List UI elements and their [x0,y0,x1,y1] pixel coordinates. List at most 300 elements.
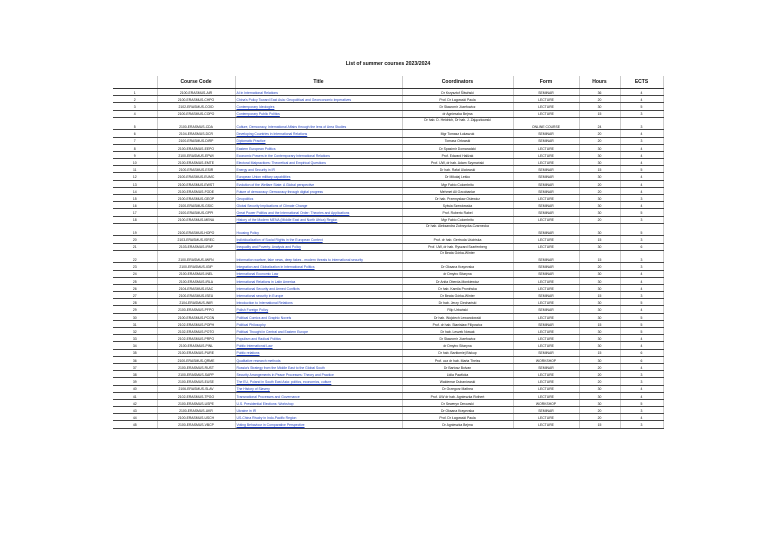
course-ects: 4 [620,335,663,342]
course-form: LECTURE [513,110,579,117]
course-title-link[interactable]: Introduction to International Relations [235,299,402,306]
coordinator: Dr hab. Leszek Nowak [402,328,513,335]
course-code: 2103-ERASMUS-ISREC [157,236,235,243]
course-code: 2100-ERASMUS-DIRP [157,137,235,144]
course-title-link[interactable]: Voting Behaviour in Comparative Perspective [235,421,402,428]
course-code: 2100-ERASMUS-GSIC [157,202,235,209]
table-row [113,117,663,130]
row-number: 1 [113,89,157,96]
row-number: 40 [113,385,157,392]
course-ects: 4 [620,151,663,158]
coordinator: Dr Bartosz Bolvan [402,363,513,370]
coordinator: Dr Agnieszka Bejma [402,421,513,428]
course-form: LECTURE [513,103,579,110]
row-number: 22 [113,250,157,263]
coordinator: Dr Krzysztof Śliwiński [402,89,513,96]
coordinator: Prof. UW, dr hab. Adam Szymański [402,159,513,166]
course-hours: 20 [579,137,620,144]
table-row [113,187,663,194]
course-code: 2100-ERASMUS-CHPO [157,96,235,103]
row-number: 2 [113,96,157,103]
course-code: 2104-ERASMUS-INIR [157,299,235,306]
row-number: 13 [113,180,157,187]
table-row [113,399,663,406]
coordinator: Prof. Roberto Rabel [402,209,513,216]
course-ects: 3 [620,117,663,130]
course-code: 2100-ERASMUS-IGIP [157,263,235,270]
row-number: 3 [113,103,157,110]
coordinator: Tomasz Orłowski [402,137,513,144]
course-title-link[interactable]: Public relations [235,349,402,356]
table-row [113,180,663,187]
course-title-link[interactable]: Housing Policy [235,223,402,236]
course-hours: 30 [579,385,620,392]
table-row [113,96,663,103]
course-ects: 4 [620,130,663,137]
table-row [113,284,663,291]
row-number: 33 [113,335,157,342]
table-row [113,371,663,378]
course-title-link[interactable]: Culture, Democracy, International Affairs through the lens of Area Studies [235,117,402,130]
course-code: 2100-ERASMUS-EUMC [157,173,235,180]
course-ects: 6 [620,356,663,363]
course-code: 2100-ERASMUS-COPO [157,110,235,117]
course-ects: 4 [620,144,663,151]
course-ects: 3 [620,263,663,270]
coordinator: Dr Beata Górka-Winter [402,250,513,263]
course-title-link[interactable]: Developing Countries in International Relations [235,130,402,137]
course-title-link[interactable]: Geopolitics [235,195,402,202]
coordinator: Prof. UW dr hab. Agnieszka Rothert [402,392,513,399]
course-title-link[interactable]: International security in Europe [235,292,402,299]
course-title-link[interactable]: Global Security Implications of Climate Change [235,202,402,209]
course-form: SEMINAR [513,250,579,263]
course-hours: 15 [579,421,620,428]
course-code: 2106-ERASMUS-SLAV [157,385,235,392]
course-form: SEMINAR [513,130,579,137]
course-ects: 3 [620,371,663,378]
course-hours: 20 [579,130,620,137]
course-code: 2102-ERASMUS-COID [157,103,235,110]
course-form: SEMINAR [513,180,579,187]
course-form: LECTURE [513,378,579,385]
row-number: 36 [113,356,157,363]
course-ects: 5 [620,328,663,335]
course-code: 2100-ERASMUS-IWFN [157,250,235,263]
table-header-row [113,76,663,89]
course-title-link[interactable]: International Security and Armed Conflicts [235,284,402,291]
coordinator: Mgr Fabio Colombrito [402,180,513,187]
course-code: 2100-ERASMUS-VBCP [157,421,235,428]
row-number: 32 [113,328,157,335]
course-title-link[interactable]: Russia's Strategy from the Middle East to the Global South [235,363,402,370]
row-number: 39 [113,378,157,385]
course-ects: 4 [620,306,663,313]
coordinator: Dr Sławomir Józefowicz [402,335,513,342]
table-row [113,236,663,243]
table-row [113,166,663,173]
course-hours: 30 [579,103,620,110]
course-title-link[interactable]: Political Comics and Graphic Novels [235,313,402,320]
course-hours: 30 [579,159,620,166]
course-ects: 4 [620,284,663,291]
course-hours: 15 [579,250,620,263]
row-number: 9 [113,151,157,158]
coordinator: Prof. ucz dr hab. Marta Theiss [402,356,513,363]
courses-table [113,76,664,429]
course-title-link[interactable]: European Union military capabilities [235,173,402,180]
row-number: 42 [113,399,157,406]
table-row [113,356,663,363]
course-form: LECTURE [513,195,579,202]
coordinator: dr Agnieszka Bejma [402,110,513,117]
row-number: 5 [113,117,157,130]
row-number: 28 [113,299,157,306]
table-row [113,378,663,385]
page-title: List of summer courses 2023/2024 [345,61,431,67]
table-row [113,270,663,277]
coordinator: Mgr Tomasz Łukaszuk [402,130,513,137]
table-row [113,306,663,313]
course-title-link[interactable]: Contemporary Public Politics [235,110,402,117]
course-hours: 30 [579,306,620,313]
course-code: 2100-ERASMUS-FODE [157,187,235,194]
course-code: 2100-ERASMUS-SAPP [157,371,235,378]
row-number: 6 [113,130,157,137]
course-form: SEMINAR [513,306,579,313]
course-ects: 4 [620,342,663,349]
course-hours: 30 [579,151,620,158]
row-number: 24 [113,270,157,277]
course-title-link[interactable]: Eastern European Politics [235,144,402,151]
course-hours: 30 [579,223,620,236]
course-code: 2102-ERASMUS-POPH [157,320,235,327]
header-ects: ECTS [620,76,663,89]
row-number: 37 [113,363,157,370]
course-form: LECTURE [513,284,579,291]
table-row [113,292,663,299]
course-form: SEMINAR [513,166,579,173]
course-form: LECTURE [513,414,579,421]
course-form: WORKSHOP [513,399,579,406]
course-ects: 4 [620,180,663,187]
table-row [113,299,663,306]
course-hours: 15 [579,292,620,299]
course-code: 2100-ERASMUS-USCH [157,414,235,421]
course-form: SEMINAR [513,270,579,277]
coordinator: Lidia Pawlicka [402,371,513,378]
course-hours: 20 [579,216,620,223]
course-code: 2100-ERASMUS-EEPO [157,144,235,151]
course-title-link[interactable]: History of the Modern MENA (Middle East and North Africa) Region [235,216,402,223]
course-form: LECTURE [513,277,579,284]
course-code: 2100-ERASMUS-RUST [157,363,235,370]
course-ects: 6 [620,349,663,356]
row-number: 4 [113,110,157,117]
course-title-link[interactable]: AI in International Relations [235,89,402,96]
course-hours: 15 [579,320,620,327]
course-title-link[interactable]: Diplomatic Practice [235,137,402,144]
course-code: 2104-ERASMUS-DCR [157,130,235,137]
course-hours: 20 [579,378,620,385]
course-ects: 3 [620,137,663,144]
course-title-link[interactable]: Transnational Processes and Governance [235,392,402,399]
course-title-link[interactable]: Populism and Radical Politics [235,335,402,342]
table-row [113,349,663,356]
row-number: 19 [113,223,157,236]
course-title-link[interactable]: The EU, Poland in South East Asia: politics, economics, culture [235,378,402,385]
course-code: 2100-ERASMUS-INEL [157,270,235,277]
course-hours: 30 [579,195,620,202]
course-hours: 20 [579,371,620,378]
table-row [113,130,663,137]
course-title-link[interactable]: Qualitative research methods [235,356,402,363]
course-hours: 20 [579,96,620,103]
course-title-link[interactable]: U.S. Presidential Elections: Workshop [235,399,402,406]
course-title-link[interactable]: Energy and Security in IR [235,166,402,173]
coordinator: Dr Mikołaj Leśko [402,173,513,180]
row-number: 10 [113,159,157,166]
course-ects: 4 [620,363,663,370]
coordinator: Dr hab. Bartłomiej Biskup [402,349,513,356]
course-title-link[interactable]: The History of Slavery [235,385,402,392]
table-row [113,313,663,320]
course-ects: 4 [620,96,663,103]
coordinator: Prof. Dr Łagowski Paula [402,414,513,421]
course-code: 2100-ERASMUS-GEOP [157,195,235,202]
coordinator: Prof. Dr Łagowski Paula [402,96,513,103]
table-row [113,328,663,335]
row-number: 15 [113,195,157,202]
course-ects: 5 [620,209,663,216]
course-code: 2102-ERASMUS-POTO [157,328,235,335]
course-title-link[interactable]: Polish Foreign Policy [235,306,402,313]
course-hours: 30 [579,243,620,250]
course-hours: 30 [579,399,620,406]
course-ects: 5 [620,313,663,320]
course-form: LECTURE [513,392,579,399]
course-ects: 3 [620,292,663,299]
table-row [113,392,663,399]
course-form: SEMINAR [513,320,579,327]
coordinator: Dr Oksana Krayevska [402,407,513,414]
table-row [113,195,663,202]
course-code: 2100-ERASMUS-ISEU [157,292,235,299]
coordinator: Dr Grzegorz Mathea [402,385,513,392]
course-title-link[interactable]: International Relations in Latin America [235,277,402,284]
course-title-link[interactable]: China's Policy Toward East Asia: Geopolitical and Geoeconomic Imperatives [235,96,402,103]
course-ects: 5 [620,299,663,306]
row-number: 14 [113,187,157,194]
row-number: 23 [113,263,157,270]
course-ects: 3 [620,195,663,202]
row-number: 34 [113,342,157,349]
course-title-link[interactable]: Electoral Malpractices: Theoretical and Empirical Questions [235,159,402,166]
table-row [113,421,663,428]
course-title-link[interactable]: Political Thought in Central and Eastern Europe [235,328,402,335]
course-ects: 5 [620,223,663,236]
course-title-link[interactable]: US-China Rivalry in Indo-Pacific Region [235,414,402,421]
course-hours: 15 [579,166,620,173]
course-hours: 15 [579,236,620,243]
coordinator: Dr Beata Górka-Winter [402,292,513,299]
course-title-link[interactable]: Inequality and Poverty: Analysis and Policy [235,243,402,250]
coordinator: Mehmet Ali Ozcobanlar [402,187,513,194]
course-hours: 30 [579,328,620,335]
course-form: LECTURE [513,328,579,335]
course-ects: 6 [620,243,663,250]
header-title: Title [235,76,402,89]
course-title-link[interactable]: International Economic Law [235,270,402,277]
row-number: 11 [113,166,157,173]
table-row [113,144,663,151]
course-hours: 30 [579,284,620,291]
course-ects: 5 [620,103,663,110]
row-number: 44 [113,414,157,421]
course-ects: 5 [620,320,663,327]
course-form: LECTURE [513,299,579,306]
table-row [113,407,663,414]
course-form: LECTURE [513,371,579,378]
course-code: 2100-ERASMUS-PFPO [157,306,235,313]
table-row [113,342,663,349]
course-title-link[interactable]: Security Arrangements in Peace Processes: Theory and Practice [235,371,402,378]
course-ects: 4 [620,277,663,284]
course-title-link[interactable]: Individualization of Social Rights in the European Context [235,236,402,243]
course-ects: 3 [620,250,663,263]
course-title-link[interactable]: Future of democracy: Democracy through digital progress [235,187,402,194]
row-number: 30 [113,313,157,320]
course-hours: 30 [579,392,620,399]
header-coordinators: Coordinators [402,76,513,89]
coordinator: Dr Anita Oberda-Monkiewicz [402,277,513,284]
coordinator: dr Dmytro Sitaryna [402,270,513,277]
course-title-link[interactable]: Information warfare, fake news, deep fakes - modern threats to international security [235,250,402,263]
row-number: 27 [113,292,157,299]
row-number: 7 [113,137,157,144]
course-ects: 4 [620,392,663,399]
coordinator: Waldemar Dubaniowski [402,378,513,385]
course-title-link[interactable]: Economic Powers in the Contemporary International Relations [235,151,402,158]
course-title-link[interactable]: Contemporary Ideologies [235,103,402,110]
header-course-code: Course Code [157,76,235,89]
coordinator: Dr Seweryn Dmowski [402,399,513,406]
course-form: SEMINAR [513,363,579,370]
row-number: 25 [113,277,157,284]
course-hours: 30 [579,209,620,216]
course-form: SEMINAR [513,223,579,236]
row-number: 18 [113,216,157,223]
course-hours: 30 [579,299,620,306]
course-ects: 4 [620,270,663,277]
course-title-link[interactable]: Ukraine in IR [235,407,402,414]
course-title-link[interactable]: Public International Law [235,342,402,349]
course-code: 2100-ERASMUS-GPPI [157,209,235,216]
course-hours: 24 [579,117,620,130]
table-row [113,151,663,158]
table-row [113,223,663,236]
course-hours: 30 [579,277,620,284]
course-ects: 4 [620,202,663,209]
course-code: 2100-ERASMUS-EUSE [157,378,235,385]
course-form: SEMINAR [513,137,579,144]
course-form: SEMINAR [513,173,579,180]
course-form: LECTURE [513,144,579,151]
course-hours: 30 [579,270,620,277]
course-hours: 30 [579,173,620,180]
course-title-link[interactable]: Political Philosophy [235,320,402,327]
course-form: SEMINAR [513,209,579,216]
course-ects: 4 [620,187,663,194]
course-title-link[interactable]: Integration and Globalization in International Politics [235,263,402,270]
course-hours: 20 [579,180,620,187]
row-number: 38 [113,371,157,378]
course-code: 2102-ERASMUS-TPGO [157,392,235,399]
course-form: SEMINAR [513,202,579,209]
coordinator: Sylwia Szewłowska [402,202,513,209]
header-no [113,76,157,89]
table-row [113,202,663,209]
row-number: 26 [113,284,157,291]
course-form: LECTURE [513,385,579,392]
course-form: SEMINAR [513,263,579,270]
coordinator: Prof. dr hab. Stanisław Filipowicz [402,320,513,327]
course-code: 2100-ERASMUS-MENA [157,216,235,223]
course-form: LECTURE [513,96,579,103]
course-code: 2100-ERASMUS-PURE [157,349,235,356]
row-number: 21 [113,243,157,250]
course-form: LECTURE [513,159,579,166]
coordinator: Dr hab. Aleksandra Zubrzycka-Czarnecka [402,223,513,236]
coordinator: Dr hab. Kamila Pronińska [402,284,513,291]
course-ects: 4 [620,385,663,392]
course-hours: 30 [579,202,620,209]
table-row [113,414,663,421]
course-code: 2100-ERASMUS-ESIR [157,166,235,173]
course-ects: 4 [620,89,663,96]
course-hours: 36 [579,89,620,96]
row-number: 29 [113,306,157,313]
course-ects: 4 [620,414,663,421]
row-number: 35 [113,349,157,356]
course-form: SEMINAR [513,407,579,414]
course-hours: 20 [579,407,620,414]
table-row [113,173,663,180]
table-row [113,89,663,96]
coordinator: Prof. UW, dr hab. Ryszard Szarfenberg [402,243,513,250]
course-title-link[interactable]: Evolution of the Welfare State: A Global perspective [235,180,402,187]
table-row [113,263,663,270]
course-form: SEMINAR [513,89,579,96]
coordinator: Dr hab. D. Heidrich, Dr hab. J. Zajączkowski [402,117,513,130]
course-code: 2100-ERASMUS-PINL [157,342,235,349]
table-row [113,243,663,250]
coordinator: Filip Urbański [402,306,513,313]
course-hours: 30 [579,144,620,151]
course-hours: 15 [579,110,620,117]
course-form: LECTURE [513,236,579,243]
course-hours: 20 [579,263,620,270]
header-hours: Hours [579,76,620,89]
course-ects: 3 [620,407,663,414]
coordinator: dr Dmytro Sitaryna [402,342,513,349]
course-hours: 30 [579,356,620,363]
course-form: LECTURE [513,243,579,250]
course-form: SEMINAR [513,187,579,194]
course-title-link[interactable]: Great Power Politics and the International Order: Theories and Applications [235,209,402,216]
course-hours: 30 [579,313,620,320]
course-code: 2100-ERASMUS-IRLA [157,277,235,284]
